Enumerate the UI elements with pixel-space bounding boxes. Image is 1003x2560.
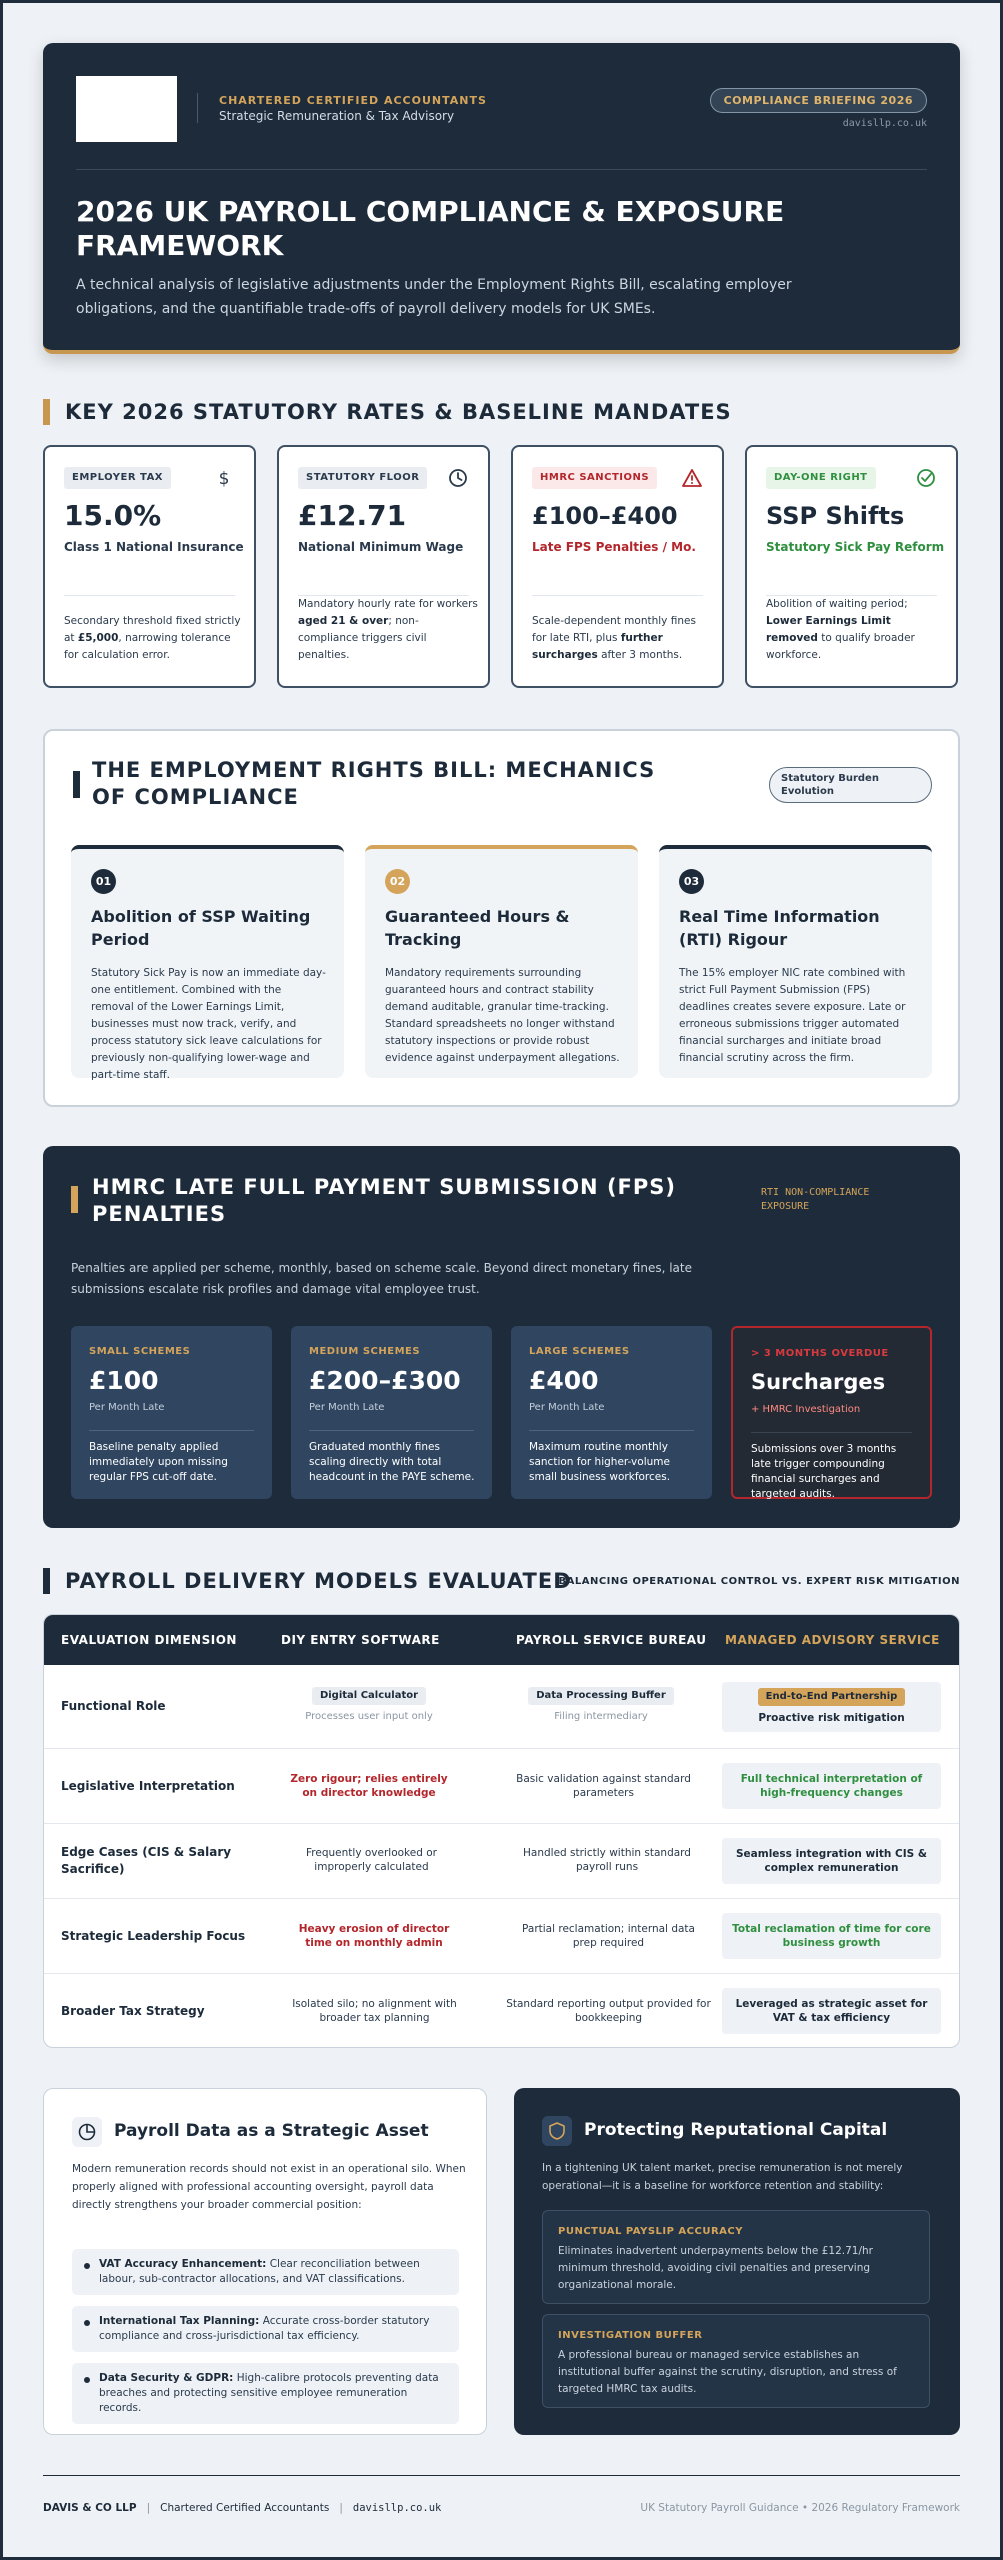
divider bbox=[197, 93, 198, 123]
managed-cell bbox=[722, 1682, 941, 1732]
tier-value: Surcharges bbox=[751, 1370, 886, 1394]
pie-chart-icon bbox=[72, 2117, 102, 2147]
tier-value: £100 bbox=[89, 1366, 159, 1395]
card-tag: DAY-ONE RIGHT bbox=[766, 467, 876, 489]
section-title: PAYROLL DELIVERY MODELS EVALUATED bbox=[65, 1569, 572, 1593]
footer-firm: DAVIS & CO LLP bbox=[43, 2502, 137, 2514]
footer-right: UK Statutory Payroll Guidance • 2026 Regulatory Framework bbox=[640, 2502, 960, 2514]
footer-rule bbox=[43, 2475, 960, 2476]
card-description: Scale-dependent monthly fines for late RTI, plus further surcharges after 3 months. bbox=[532, 615, 696, 661]
row-label: Strategic Leadership Focus bbox=[61, 1929, 246, 1943]
card-label: Class 1 National Insurance bbox=[64, 540, 244, 554]
firm-subtitle: Strategic Remuneration & Tax Advisory bbox=[219, 109, 455, 123]
tier-value: £400 bbox=[529, 1366, 599, 1395]
row-label: Edge Cases (CIS & Salary Sacrifice) bbox=[61, 1845, 232, 1876]
diy-cell: Heavy erosion of director time on monthly admin bbox=[298, 1923, 450, 1949]
mechanic-title: Real Time Information (RTI) Rigour bbox=[679, 907, 880, 949]
step-number: 01 bbox=[91, 869, 116, 894]
divider bbox=[751, 1432, 912, 1433]
table-row bbox=[44, 1824, 959, 1899]
divider bbox=[529, 1430, 694, 1431]
managed-cell: Leveraged as strategic asset for VAT & tax efficiency bbox=[722, 1988, 941, 2034]
diy-cell bbox=[269, 1687, 469, 1724]
heading-accent bbox=[43, 1568, 50, 1594]
tier-unit: + HMRC Investigation bbox=[751, 1404, 861, 1415]
box-body: Eliminates inadvertent underpayments below the £12.71/hr minimum threshold, avoiding civil penalties and preserving organizational morale. bbox=[558, 2245, 873, 2291]
card-description: Mandatory hourly rate for workers aged 21 & over; non-compliance triggers civil penalties. bbox=[298, 598, 478, 661]
divider bbox=[76, 169, 927, 170]
page-title: 2026 UK PAYROLL COMPLIANCE & EXPOSURE FRAMEWORK bbox=[76, 195, 785, 262]
warning-icon bbox=[682, 468, 702, 488]
mechanic-body: Statutory Sick Pay is now an immediate day-one entitlement. Combined with the removal of the Lower Earnings Limit, businesses must now track, verify, and process statutory sick leave calculations for previously non-qualifying lower-wage and part-time staff. bbox=[91, 967, 326, 1081]
briefing-badge: COMPLIANCE BRIEFING 2026 bbox=[710, 88, 927, 113]
mechanic-title: Abolition of SSP Waiting Period bbox=[91, 907, 311, 949]
bureau-cell: Handled strictly within standard payroll runs bbox=[523, 1847, 691, 1873]
managed-cell: Seamless integration with CIS & complex remuneration bbox=[722, 1838, 941, 1884]
penalty-tier-overdue bbox=[731, 1326, 932, 1499]
tier-unit: Per Month Late bbox=[309, 1402, 385, 1413]
mechanic-body: Mandatory requirements surrounding guaranteed hours and contract stability demand auditable, granular time-tracking. Standard spreadsheets no longer withstand statutory inspections or provide robust evidence against underpayment allegations. bbox=[385, 967, 620, 1064]
section-heading-models bbox=[43, 1566, 960, 1596]
card-tag: HMRC SANCTIONS bbox=[532, 467, 657, 489]
strategic-asset-panel bbox=[43, 2088, 487, 2435]
panel-body: Modern remuneration records should not exist in an operational silo. When properly aligned with professional accounting oversight, payroll data directly strengthens your broader commercial position: bbox=[72, 2163, 466, 2211]
tier-description: Baseline penalty applied immediately upon missing regular FPS cut-off date. bbox=[89, 1441, 228, 1483]
tier-kicker: SMALL SCHEMES bbox=[89, 1346, 191, 1357]
diy-cell: Zero rigour; relies entirely on director knowledge bbox=[290, 1773, 448, 1799]
penalty-tier bbox=[71, 1326, 272, 1499]
role-chip: Data Processing Buffer bbox=[528, 1687, 674, 1705]
card-label: Late FPS Penalties / Mo. bbox=[532, 540, 696, 554]
tier-unit: Per Month Late bbox=[529, 1402, 605, 1413]
box-kicker: INVESTIGATION BUFFER bbox=[558, 2330, 703, 2341]
panel-body: In a tightening UK talent market, precise remuneration is not merely operational—it is a baseline for workforce retention and stability: bbox=[542, 2162, 903, 2192]
tier-description: Graduated monthly fines scaling directly with total headcount in the PAYE scheme. bbox=[309, 1441, 475, 1483]
tier-kicker: MEDIUM SCHEMES bbox=[309, 1346, 421, 1357]
clock-icon bbox=[448, 468, 468, 488]
card-tag: STATUTORY FLOOR bbox=[298, 467, 427, 489]
table-row bbox=[44, 1974, 959, 2048]
divider bbox=[64, 595, 235, 596]
bureau-cell: Standard reporting output provided for bookkeeping bbox=[506, 1998, 711, 2024]
hero-header bbox=[43, 43, 960, 354]
role-chip: End-to-End Partnership bbox=[758, 1688, 906, 1706]
list-item: VAT Accuracy Enhancement: Clear reconciliation between labour, sub-contractor allocations, and VAT classifications. bbox=[72, 2249, 459, 2295]
fps-penalties-section bbox=[43, 1146, 960, 1528]
section-title: KEY 2026 STATUTORY RATES & BASELINE MANDATES bbox=[65, 400, 732, 424]
managed-cell: Full technical interpretation of high-frequency changes bbox=[722, 1763, 941, 1809]
box-body: A professional bureau or managed service establishes an institutional buffer against the scrutiny, disruption, and stress of targeted HMRC tax audits. bbox=[558, 2349, 897, 2395]
card-description: Abolition of waiting period; Lower Earnings Limit removed to qualify broader workforce. bbox=[766, 598, 915, 661]
mechanic-title: Guaranteed Hours & Tracking bbox=[385, 907, 570, 949]
divider bbox=[89, 1430, 254, 1431]
bureau-cell: Basic validation against standard parameters bbox=[516, 1773, 691, 1799]
diy-cell: Isolated silo; no alignment with broader tax planning bbox=[292, 1998, 457, 2024]
step-number: 02 bbox=[385, 869, 410, 894]
rights-bill-section bbox=[43, 729, 960, 1107]
footer-description: Chartered Certified Accountants bbox=[160, 2502, 330, 2514]
reputation-box bbox=[542, 2314, 930, 2408]
role-subtext: Proactive risk mitigation bbox=[758, 1712, 905, 1724]
bureau-cell bbox=[501, 1687, 701, 1724]
step-number: 03 bbox=[679, 869, 704, 894]
table-header bbox=[44, 1615, 959, 1665]
box-kicker: PUNCTUAL PAYSLIP ACCURACY bbox=[558, 2226, 743, 2237]
column-header: MANAGED ADVISORY SERVICE bbox=[725, 1633, 940, 1647]
section-lede: Penalties are applied per scheme, monthly, based on scheme scale. Beyond direct monetary fines, late submissions escalate risk profiles and damage vital employee trust. bbox=[71, 1261, 692, 1296]
shield-icon bbox=[542, 2116, 572, 2146]
panel-title: Protecting Reputational Capital bbox=[584, 2120, 888, 2140]
section-heading-rates bbox=[43, 397, 960, 427]
card-tag: EMPLOYER TAX bbox=[64, 467, 171, 489]
section-title: HMRC LATE FULL PAYMENT SUBMISSION (FPS) PENALTIES bbox=[92, 1175, 676, 1226]
row-label: Legislative Interpretation bbox=[61, 1779, 235, 1793]
column-header: EVALUATION DIMENSION bbox=[61, 1633, 237, 1647]
stat-card-day-one-right bbox=[745, 445, 958, 688]
divider bbox=[309, 1430, 474, 1431]
firm-eyebrow: CHARTERED CERTIFIED ACCOUNTANTS bbox=[219, 94, 487, 107]
firm-logo bbox=[76, 76, 177, 142]
footer-domain-link[interactable]: davisllp.co.uk bbox=[352, 2502, 442, 2514]
mechanic-card bbox=[365, 845, 638, 1078]
exposure-tag: RTI NON-COMPLIANCE EXPOSURE bbox=[761, 1187, 870, 1212]
table-row bbox=[44, 1749, 959, 1824]
bureau-cell: Partial reclamation; internal data prep required bbox=[522, 1923, 695, 1949]
card-value: 15.0% bbox=[64, 499, 162, 532]
card-description: Secondary threshold fixed strictly at £5,000, narrowing tolerance for calculation error. bbox=[64, 615, 241, 661]
heading-accent bbox=[73, 771, 80, 798]
table-row bbox=[44, 1665, 959, 1749]
tier-value: £200–£300 bbox=[309, 1366, 461, 1395]
diy-cell: Frequently overlooked or improperly calculated bbox=[306, 1847, 437, 1873]
section-title: THE EMPLOYMENT RIGHTS BILL: MECHANICS OF COMPLIANCE bbox=[92, 758, 656, 809]
card-label: National Minimum Wage bbox=[298, 540, 464, 554]
divider bbox=[532, 595, 703, 596]
reputation-box bbox=[542, 2210, 930, 2304]
section-aside: BALANCING OPERATIONAL CONTROL VS. EXPERT RISK MITIGATION bbox=[558, 1576, 960, 1587]
reputation-panel bbox=[514, 2088, 960, 2435]
svg-text:$: $ bbox=[218, 469, 230, 488]
role-subtext: Processes user input only bbox=[305, 1711, 433, 1722]
check-circle-icon bbox=[916, 468, 936, 488]
stat-card-employer-tax bbox=[43, 445, 256, 688]
tier-unit: Per Month Late bbox=[89, 1402, 165, 1413]
tier-kicker: LARGE SCHEMES bbox=[529, 1346, 630, 1357]
list-item: International Tax Planning: Accurate cross-border statutory compliance and cross-jurisdictional tax efficiency. bbox=[72, 2306, 459, 2352]
managed-cell: Total reclamation of time for core business growth bbox=[722, 1913, 941, 1959]
tier-description: Submissions over 3 months late trigger compounding financial surcharges and targeted audits. bbox=[751, 1443, 897, 1500]
row-label: Broader Tax Strategy bbox=[61, 2004, 205, 2018]
heading-accent bbox=[71, 1186, 78, 1213]
mechanic-body: The 15% employer NIC rate combined with strict Full Payment Submission (FPS) deadlines creates severe exposure. Late or erroneous submissions trigger automated financial surcharges and initiate broad financial scrutiny across the firm. bbox=[679, 967, 906, 1064]
penalty-tier bbox=[291, 1326, 492, 1499]
mechanic-card bbox=[71, 845, 344, 1081]
card-label: Statutory Sick Pay Reform bbox=[766, 540, 945, 554]
currency-icon bbox=[214, 468, 234, 488]
row-label: Functional Role bbox=[61, 1699, 166, 1713]
panel-title: Payroll Data as a Strategic Asset bbox=[114, 2121, 429, 2141]
header-domain-link[interactable]: davisllp.co.uk bbox=[842, 118, 927, 129]
list-item: Data Security & GDPR: High-calibre protocols preventing data breaches and protecting sensitive employee remuneration records. bbox=[72, 2363, 459, 2424]
footer-left: DAVIS & CO LLP | Chartered Certified Accountants | davisllp.co.uk bbox=[43, 2502, 442, 2514]
column-header: DIY ENTRY SOFTWARE bbox=[281, 1633, 440, 1647]
tier-description: Maximum routine monthly sanction for higher-volume small business workforces. bbox=[529, 1441, 671, 1483]
stat-card-hmrc-sanctions bbox=[511, 445, 724, 688]
card-value: £12.71 bbox=[298, 499, 407, 532]
burden-badge: Statutory Burden Evolution bbox=[769, 767, 932, 803]
role-chip: Digital Calculator bbox=[312, 1687, 426, 1705]
table-row bbox=[44, 1899, 959, 1974]
penalty-tier bbox=[511, 1326, 712, 1499]
delivery-models-table bbox=[43, 1614, 960, 2048]
page-lede: A technical analysis of legislative adjustments under the Employment Rights Bill, escalating employer obligations, and the quantifiable trade-offs of payroll delivery models for UK SMEs. bbox=[76, 277, 792, 317]
heading-accent bbox=[43, 399, 50, 425]
tier-kicker: > 3 MONTHS OVERDUE bbox=[751, 1348, 889, 1359]
card-value: £100–£400 bbox=[532, 502, 678, 530]
column-header: PAYROLL SERVICE BUREAU bbox=[516, 1633, 707, 1647]
stat-card-statutory-floor bbox=[277, 445, 490, 688]
card-value: SSP Shifts bbox=[766, 502, 905, 530]
mechanic-card bbox=[659, 845, 932, 1078]
role-subtext: Filing intermediary bbox=[554, 1711, 648, 1722]
